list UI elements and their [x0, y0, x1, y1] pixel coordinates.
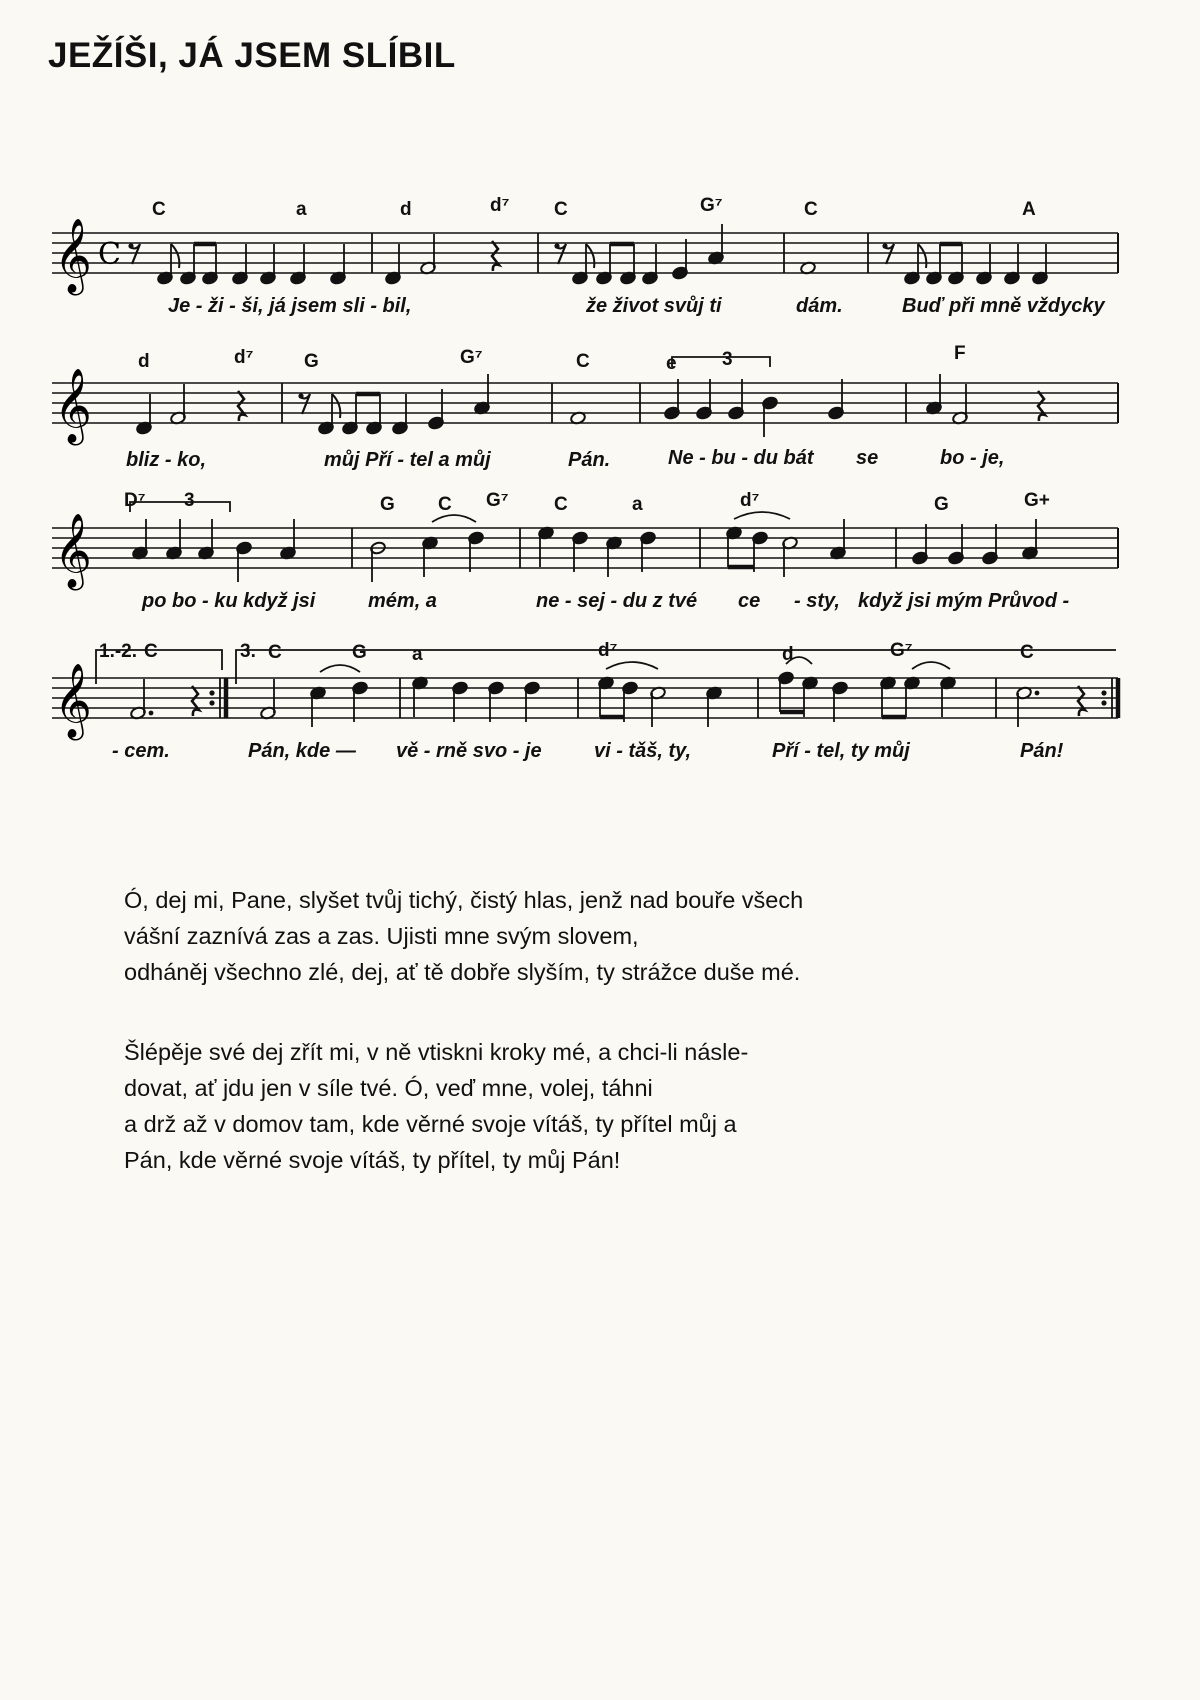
rest-dot	[882, 243, 887, 248]
tie	[606, 662, 658, 669]
lyric-text: Je - ži - ši, já jsem sli - bil,	[168, 295, 412, 317]
lyric-text: Pán.	[568, 449, 611, 471]
chord-symbol: d	[400, 199, 412, 220]
chord-symbol: e	[666, 353, 677, 374]
lyric-text: - cem.	[112, 740, 170, 762]
chord-symbol: G⁷	[460, 347, 483, 368]
lyric-text: Pán!	[1020, 740, 1064, 762]
chord-symbol: G	[352, 642, 367, 663]
note-flag	[332, 394, 340, 418]
volta-label: 3.	[240, 641, 256, 662]
lyric-text: ne - sej - du z tvé	[536, 590, 698, 612]
chord-symbol: a	[632, 494, 643, 515]
lyric-text: bo - je,	[940, 447, 1005, 469]
lyric-text: vě - rně svo - je	[396, 740, 542, 762]
repeat-dot	[1101, 700, 1106, 705]
treble-clef: 𝄞	[54, 369, 92, 443]
repeat-dot	[209, 700, 214, 705]
note-dot	[149, 711, 154, 716]
verse-line: dovat, ať jdu jen v síle tvé. Ó, veď mne, volej, táhni	[124, 1075, 653, 1101]
triplet-number: 3	[722, 349, 733, 370]
chord-symbol: G	[380, 494, 395, 515]
chord-symbol: G⁷	[890, 640, 913, 661]
lyric-text: vi - tǎš, ty,	[594, 740, 692, 762]
verse-line: Pán, kde věrné svoje vítáš, ty přítel, ty můj Pán!	[124, 1147, 621, 1173]
tuplet-bracket	[672, 357, 770, 367]
chord-symbol: C	[268, 642, 282, 663]
chord-symbol: d⁷	[598, 640, 618, 661]
chord-symbol: G	[304, 351, 319, 372]
music-system-1	[0, 185, 1200, 335]
quarter-rest	[192, 686, 199, 716]
chord-symbol: G⁷	[700, 195, 723, 216]
treble-clef: 𝄞	[54, 219, 92, 293]
chord-symbol: a	[296, 199, 307, 220]
time-signature: C	[98, 237, 121, 272]
treble-clef: 𝄞	[54, 664, 92, 738]
verse-1	[124, 882, 1084, 990]
lyric-text: se	[856, 447, 879, 469]
verse-line: odháněj všechno zlé, dej, ať tě dobře slyším, ty strážce duše mé.	[124, 959, 801, 985]
staff-2	[0, 335, 1200, 465]
quarter-rest	[1038, 391, 1045, 421]
music-system-3	[0, 480, 1200, 630]
chord-symbol: d	[782, 644, 794, 665]
repeat-dot	[1101, 690, 1106, 695]
chord-symbol: d⁷	[234, 347, 254, 368]
chord-symbol: F	[954, 343, 966, 364]
tie	[734, 512, 790, 519]
lyric-text: můj Pří - tel a můj	[324, 449, 491, 471]
music-system-2	[0, 335, 1200, 485]
verse-2	[124, 1034, 1084, 1178]
verse-line: vášní zaznívá zas a zas. Ujisti mne svým slovem,	[124, 923, 639, 949]
note-flag	[586, 244, 594, 268]
tie	[912, 662, 950, 669]
triplet-number: 3	[184, 490, 195, 511]
chord-symbol: d⁷	[490, 195, 510, 216]
quarter-rest	[1078, 686, 1085, 716]
lyric-text: Pří - tel, ty můj	[772, 740, 910, 762]
chord-symbol: a	[412, 644, 423, 665]
chord-symbol: d	[138, 351, 150, 372]
lyric-text: že život svůj ti	[586, 295, 722, 317]
lyric-text: ce	[738, 590, 761, 612]
rest-dot	[128, 243, 133, 248]
lyric-text: - sty,	[794, 590, 840, 612]
rest-dot	[298, 393, 303, 398]
lyric-text: když jsi mým Průvod -	[858, 590, 1070, 612]
quarter-rest	[238, 391, 245, 421]
tie	[320, 665, 360, 672]
lyric-text: Buď při mně vždycky	[902, 295, 1105, 317]
chord-symbol: C	[438, 494, 452, 515]
song-title: JEŽÍŠI, JÁ JSEM SLÍBIL	[48, 36, 456, 75]
repeat-dot	[209, 690, 214, 695]
tie	[432, 515, 476, 522]
chord-symbol: d⁷	[740, 490, 760, 511]
treble-clef: 𝄞	[54, 514, 92, 588]
chord-symbol: G	[934, 494, 949, 515]
chord-symbol: G+	[1024, 490, 1050, 511]
chord-symbol: C	[554, 199, 568, 220]
chord-symbol: D⁷	[124, 490, 146, 511]
lyric-text: Ne - bu - du bát	[668, 447, 814, 469]
lyric-text: mém, a	[368, 590, 437, 612]
chord-symbol: C	[144, 641, 158, 662]
chord-symbol: C	[576, 351, 590, 372]
chord-symbol: C	[1020, 642, 1034, 663]
lyric-text: Pán, kde —	[248, 740, 356, 762]
chord-symbol: G⁷	[486, 490, 509, 511]
lyric-text: dám.	[796, 295, 843, 317]
lyric-text: po bo - ku když jsi	[142, 590, 316, 612]
chord-symbol: C	[152, 199, 166, 220]
note-flag	[918, 244, 926, 268]
quarter-rest	[492, 241, 499, 271]
verse-line: Šlépěje své dej zřít mi, v ně vtiskni kroky mé, a chci-li násle-	[124, 1039, 749, 1065]
chord-symbol: C	[804, 199, 818, 220]
verse-line: Ó, dej mi, Pane, slyšet tvůj tichý, čistý hlas, jenž nad bouře všech	[124, 887, 804, 913]
rest-dot	[554, 243, 559, 248]
chord-symbol: C	[554, 494, 568, 515]
verse-line: a drž až v domov tam, kde věrné svoje vítáš, ty přítel můj a	[124, 1111, 737, 1137]
note-dot	[1035, 691, 1040, 696]
note-flag	[171, 244, 179, 268]
chord-symbol: A	[1022, 199, 1036, 220]
volta-label: 1.-2.	[99, 641, 138, 662]
lyric-text: bliz - ko,	[126, 449, 206, 471]
music-system-4	[0, 630, 1200, 780]
volta-bracket	[236, 650, 1116, 684]
